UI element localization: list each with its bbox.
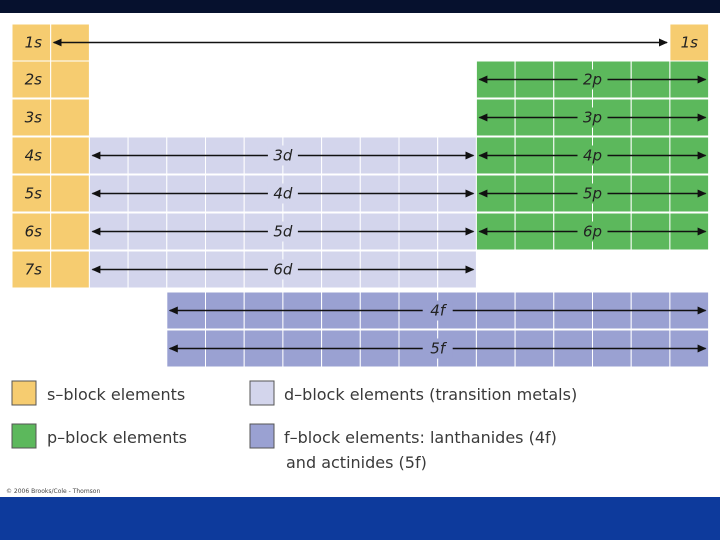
f-orbital-label: 4f bbox=[430, 301, 446, 320]
copyright-text: © 2006 Brooks/Cole - Thomson bbox=[6, 488, 101, 495]
s-orbital-label: 7s bbox=[24, 260, 42, 279]
s-orbital-label: 6s bbox=[24, 222, 42, 241]
p-orbital-label: 4p bbox=[582, 146, 603, 165]
p-orbital-label: 3p bbox=[582, 108, 603, 127]
s-block-cell bbox=[51, 175, 90, 212]
p-orbital-label: 5p bbox=[582, 184, 603, 203]
legend bbox=[12, 381, 577, 472]
s-block-cell bbox=[51, 251, 90, 288]
s-block-cell bbox=[51, 137, 90, 174]
s-orbital-label: 3s bbox=[24, 108, 42, 127]
s-orbital-label: 1s bbox=[680, 33, 698, 52]
f-orbital-label: 5f bbox=[430, 339, 446, 358]
d-orbital-label: 4d bbox=[273, 184, 293, 203]
legend-d-label: d–block elements (transition metals) bbox=[284, 385, 578, 404]
legend-s-label: s–block elements bbox=[47, 385, 186, 404]
legend-swatch-d bbox=[250, 381, 274, 405]
s-block-cell bbox=[51, 213, 90, 250]
legend-swatch-p bbox=[12, 424, 36, 448]
legend-f-label-line2: and actinides (5f) bbox=[286, 453, 427, 472]
s-orbital-label: 4s bbox=[24, 146, 42, 165]
legend-f-label-line1: f–block elements: lanthanides (4f) bbox=[284, 428, 557, 447]
bottom-bar bbox=[0, 497, 720, 540]
s-orbital-label: 5s bbox=[24, 184, 42, 203]
s-orbital-label: 2s bbox=[24, 70, 42, 89]
legend-swatch-f bbox=[250, 424, 274, 448]
d-orbital-label: 3d bbox=[273, 146, 293, 165]
s-block-cell bbox=[51, 61, 90, 98]
legend-p-label: p–block elements bbox=[47, 428, 188, 447]
legend-swatch-s bbox=[12, 381, 36, 405]
p-orbital-label: 6p bbox=[582, 222, 603, 241]
s-block-cell bbox=[51, 99, 90, 136]
d-orbital-label: 5d bbox=[273, 222, 293, 241]
s-orbital-label: 1s bbox=[24, 33, 42, 52]
p-orbital-label: 2p bbox=[582, 70, 603, 89]
d-orbital-label: 6d bbox=[273, 260, 293, 279]
